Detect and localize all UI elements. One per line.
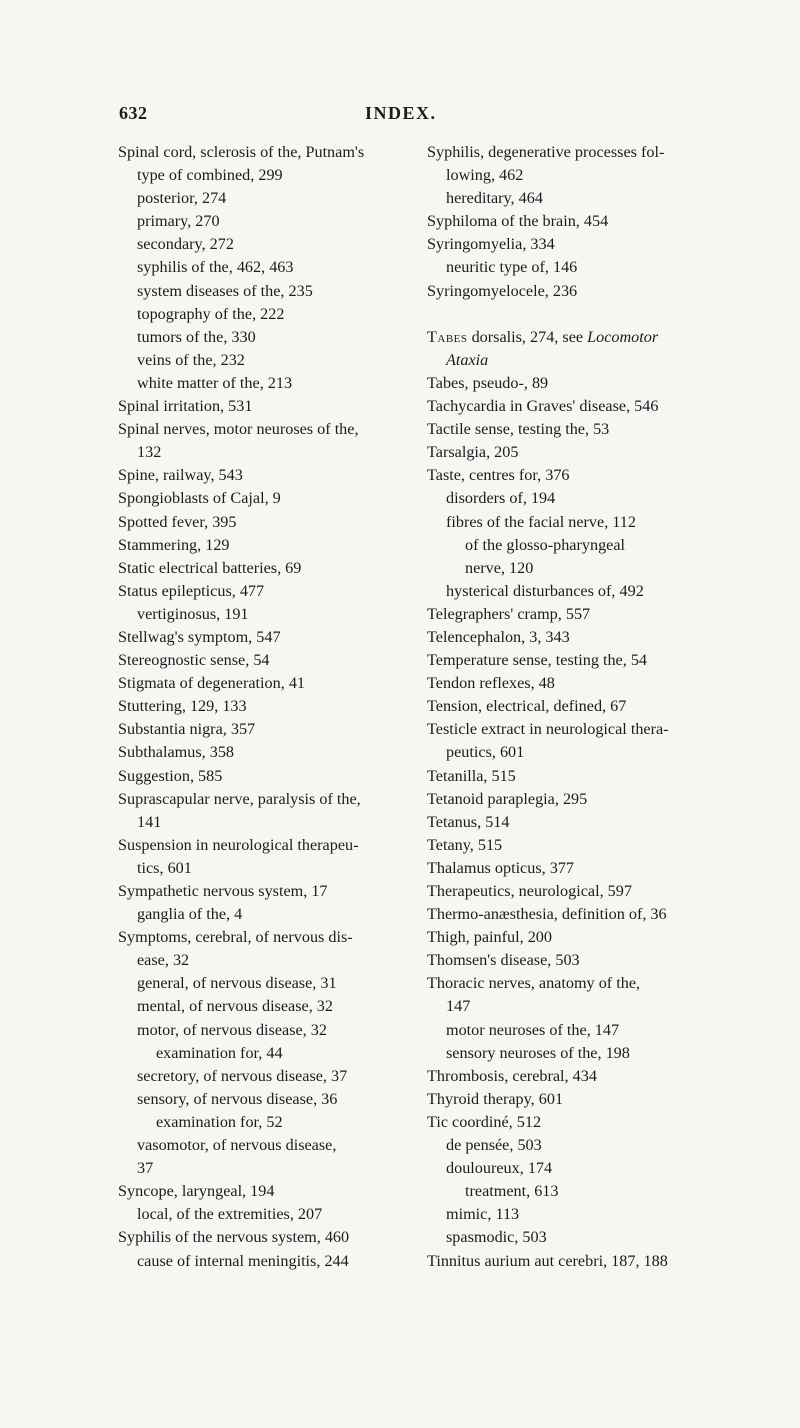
index-column-right	[427, 141, 727, 1273]
index-subentry: hysterical disturbances of, 492	[446, 581, 644, 600]
index-entry: Tachycardia in Graves' disease, 546	[427, 397, 659, 416]
index-subentry: veins of the, 232	[137, 350, 245, 369]
index-subentry: 132	[137, 443, 162, 462]
index-subentry: motor neuroses of the, 147	[446, 1020, 620, 1039]
index-entry: Syphiloma of the brain, 454	[427, 212, 609, 231]
index-subentry: system diseases of the, 235	[137, 281, 313, 300]
index-subentry: syphilis of the, 462, 463	[137, 258, 294, 277]
index-subentry: vertiginosus, 191	[137, 604, 249, 623]
index-subentry: sensory neuroses of the, 198	[446, 1043, 630, 1062]
index-entry: Tetany, 515	[427, 835, 503, 854]
index-entry: Thoracic nerves, anatomy of the,	[427, 974, 641, 993]
index-subentry: white matter of the, 213	[137, 373, 293, 392]
index-entry: Tetanus, 514	[427, 812, 510, 831]
index-entry	[427, 326, 727, 349]
index-subentry: treatment, 613	[465, 1182, 559, 1201]
index-entry: Thermo-anæsthesia, definition of, 36	[427, 905, 667, 924]
index-subentry: general, of nervous disease, 31	[137, 974, 337, 993]
index-subentry: peutics, 601	[446, 743, 525, 762]
index-subentry: hereditary, 464	[446, 189, 543, 208]
index-entry: Suspension in neurological therapeu-	[118, 835, 359, 854]
index-subentry: 141	[137, 812, 162, 831]
index-entry: Stereognostic sense, 54	[118, 651, 270, 670]
index-entry: Spinal irritation, 531	[118, 397, 253, 416]
index-entry: Stigmata of degeneration, 41	[118, 674, 306, 693]
index-subentry: 147	[446, 997, 471, 1016]
index-entry: Syncope, laryngeal, 194	[118, 1182, 275, 1201]
page-number: 632	[119, 103, 148, 123]
index-entry: Testicle extract in neurological thera-	[427, 720, 669, 739]
index-subentry: Ataxia	[446, 350, 489, 369]
index-subentry: nerve, 120	[465, 558, 534, 577]
index-entry: Thigh, painful, 200	[427, 928, 552, 947]
index-subentry: mental, of nervous disease, 32	[137, 997, 333, 1016]
index-entry: Spotted fever, 395	[118, 512, 237, 531]
index-subentry: fibres of the facial nerve, 112	[446, 512, 636, 531]
index-entry: Tactile sense, testing the, 53	[427, 420, 610, 439]
index-entry: Symptoms, cerebral, of nervous dis-	[118, 928, 353, 947]
index-subentry: spasmodic, 503	[446, 1228, 547, 1247]
index-entry: Suggestion, 585	[118, 766, 223, 785]
index-entry: Static electrical batteries, 69	[118, 558, 302, 577]
index-entry: Tabes, pseudo-, 89	[427, 373, 549, 392]
index-subentry: primary, 270	[137, 212, 220, 231]
index-subentry: topography of the, 222	[137, 304, 285, 323]
index-subentry: secretory, of nervous disease, 37	[137, 1066, 348, 1085]
index-subentry: ganglia of the, 4	[137, 905, 243, 924]
section-initial-word: Tabes	[427, 327, 468, 346]
index-subentry: de pensée, 503	[446, 1136, 542, 1155]
index-entry: Stellwag's symptom, 547	[118, 627, 281, 646]
index-entry: Stuttering, 129, 133	[118, 697, 247, 716]
index-entry: Tetanilla, 515	[427, 766, 516, 785]
index-entry: Syphilis, degenerative processes fol-	[427, 143, 665, 161]
index-entry: Telegraphers' cramp, 557	[427, 604, 591, 623]
index-subentry: sensory, of nervous disease, 36	[137, 1089, 338, 1108]
index-subentry: motor, of nervous disease, 32	[137, 1020, 327, 1039]
index-subentry: disorders of, 194	[446, 489, 556, 508]
index-subentry: lowing, 462	[446, 166, 524, 185]
section-gap	[427, 303, 727, 326]
index-entry: Sympathetic nervous system, 17	[118, 882, 328, 900]
index-subentry: examination for, 44	[156, 1043, 283, 1062]
index-entry: Thyroid therapy, 601	[427, 1089, 564, 1108]
index-entry: Spine, railway, 543	[118, 466, 243, 485]
index-entry: Tinnitus aurium aut cerebri, 187, 188	[427, 1251, 668, 1270]
page-header	[0, 103, 800, 133]
index-entry: Temperature sense, testing the, 54	[427, 651, 648, 670]
index-entry: Tendon reflexes, 48	[427, 674, 555, 693]
running-head: INDEX.	[365, 103, 437, 123]
index-entry: Syphilis of the nervous system, 460	[118, 1228, 350, 1247]
index-subentry: tics, 601	[137, 858, 192, 877]
index-entry: Substantia nigra, 357	[118, 720, 256, 739]
index-entry: Thrombosis, cerebral, 434	[427, 1066, 597, 1085]
index-entry: Taste, centres for, 376	[427, 466, 570, 485]
index-entry: Therapeutics, neurological, 597	[427, 882, 632, 900]
index-entry: Subthalamus, 358	[118, 743, 235, 762]
index-subentry: secondary, 272	[137, 235, 234, 254]
index-subentry: examination for, 52	[156, 1112, 283, 1131]
index-subentry: cause of internal meningitis, 244	[137, 1251, 349, 1270]
index-subentry: local, of the extremities, 207	[137, 1205, 323, 1224]
index-subentry: posterior, 274	[137, 189, 227, 208]
index-subentry: douloureux, 174	[446, 1159, 553, 1178]
index-subentry: ease, 32	[137, 951, 190, 970]
index-entry: Status epilepticus, 477	[118, 581, 265, 600]
index-subentry: 37	[137, 1159, 154, 1178]
index-entry: Thalamus opticus, 377	[427, 858, 575, 877]
index-subentry: vasomotor, of nervous disease,	[137, 1136, 337, 1155]
index-entry: Spinal cord, sclerosis of the, Putnam's	[118, 143, 365, 161]
index-column-left	[118, 141, 411, 1273]
index-subentry: mimic, 113	[446, 1205, 520, 1224]
index-entry: Spongioblasts of Cajal, 9	[118, 489, 281, 508]
index-entry: Telencephalon, 3, 343	[427, 627, 570, 646]
index-entry: Syringomyelocele, 236	[427, 281, 578, 300]
entry-text: dorsalis, 274, see	[467, 327, 588, 346]
cross-reference: Locomotor	[587, 327, 659, 346]
index-entry: Syringomyelia, 334	[427, 235, 555, 254]
index-entry: Tarsalgia, 205	[427, 443, 519, 462]
index-entry: Tic coordiné, 512	[427, 1112, 542, 1131]
index-entry: Tetanoid paraplegia, 295	[427, 789, 588, 808]
index-entry: Spinal nerves, motor neuroses of the,	[118, 420, 359, 439]
index-subentry: tumors of the, 330	[137, 327, 256, 346]
index-entry: Suprascapular nerve, paralysis of the,	[118, 789, 361, 808]
index-subentry: neuritic type of, 146	[446, 258, 578, 277]
index-entry: Thomsen's disease, 503	[427, 951, 580, 970]
index-entry: Tension, electrical, defined, 67	[427, 697, 627, 716]
index-subentry: of the glosso-pharyngeal	[465, 535, 626, 554]
index-subentry: type of combined, 299	[137, 166, 283, 185]
index-entry: Stammering, 129	[118, 535, 230, 554]
